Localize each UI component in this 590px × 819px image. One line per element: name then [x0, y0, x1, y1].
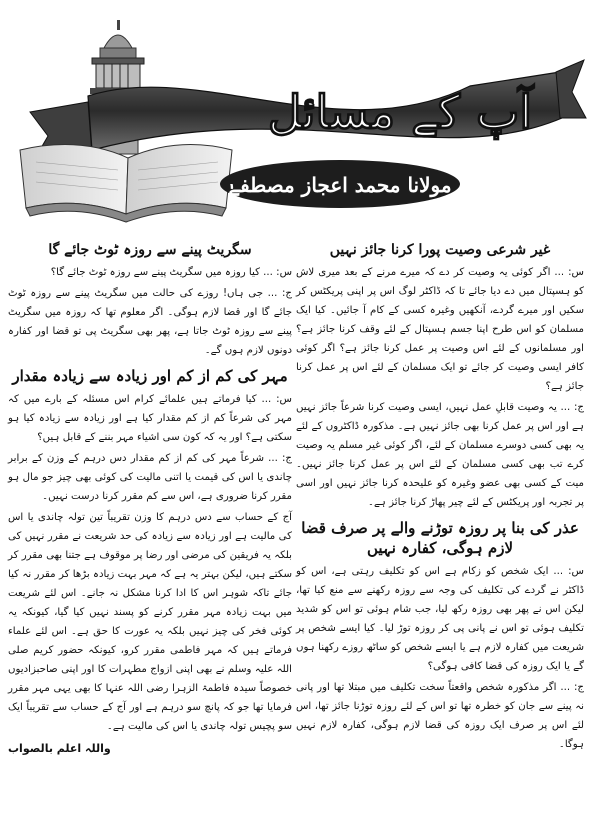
answer-paragraph: ج: ... جی ہاں! روزے کی حالت میں سگریٹ پینے سے روزہ ٹوٹ جائے گا اور قضا لازم ہوگی۔ اگر معلوم تھا کہ روزہ میں سگریٹ پینے سے روزہ ٹوٹ جاتا ہے، پھر بھی سگریٹ پی تو قضا اور کفارہ دونوں لازم ہوں گے۔ — [8, 288, 292, 356]
section-heading: غیر شرعی وصیت پورا کرنا جائز نہیں — [329, 242, 551, 258]
signoff: واللہ اعلم بالصواب — [8, 742, 111, 755]
answer-paragraph: ج: ... شرعاً مہر کی کم از کم مقدار دس درہم کے وزن کے برابر چاندی یا اس کی قیمت یا اتنی مالیت کی کوئی بھی چیز جو مال ہو مقرر کرنا ضروری ہے، اس سے کم مقرر کرنا درست نہیں۔ — [8, 453, 292, 502]
section-heading: عذر کی بنا پر روزہ توڑنے والے پر صرف قضا لازم ہوگی، کفارہ نہیں — [301, 519, 579, 557]
banner-author: مولانا محمد اعجاز مصطفےٰ — [228, 173, 452, 197]
answer-paragraph: ج: ... یہ وصیت قابلِ عمل نہیں، ایسی وصیت کرنا شرعاً جائز نہیں ہے اور اس پر عمل کرنا بھی جائز نہیں ہے۔ مذکورہ ڈاکٹروں کے لئے یہ بھی کسی دوسرے مسلمان کے لئے، اگر کوئی غیر مسلم یہ وصیت کرے تب بھی کسی مسلمان کے لئے اس پر عمل کرنا جائز نہیں۔ میت کے کسی بھی عضو وغیرہ کو علیحدہ کرنا جائز نہیں اور اسی پر تجربہ اور پریکٹس کے لئے چیر پھاڑ کرنا جائز ہے۔ — [296, 402, 584, 508]
section-heading: مہر کی کم از کم اور زیادہ سے زیادہ مقدار — [12, 367, 288, 385]
question-paragraph: س: ... ایک شخص کو زکام ہے اس کو تکلیف رہتی ہے، اس کو ڈاکٹر نے گردے کی تکلیف کی وجہ سے روزہ رکھنے سے منع کیا تھا، لیکن اس نے پھر بھی روزہ رکھ لیا، جب شام ہوئی تو اس کو شدید تکلیف ہوئی تو اس نے پانی پی کر روزہ توڑ لیا۔ کیا ایسے شخص پر شریعت میں کفارہ لازم ہے یا ایسے شخص کو ساٹھ روزے رکھنا ہوں گے یا ایک روزہ کی قضا کافی ہوگی؟ — [296, 566, 584, 672]
section-smoking — [8, 240, 292, 360]
header-banner — [0, 0, 590, 232]
banner-title: آپ کے مسائل — [267, 85, 533, 139]
answer-continuation: آج کے حساب سے دس درہم کا وزن تقریباً تین تولہ چاندی یا اس کی مالیت ہے اور زیادہ سے زیادہ کی حد شریعت نے مقرر نہیں کی بلکہ یہ فریقین کی مرضی اور رضا پر موقوف ہے جتنا بھی مقرر کر سکتے ہیں، لیکن بہتر یہ ہے کہ مہر بہت زیادہ بڑھا کر مقرر نہ کیا جائے تاکہ شوہر اس کا ادا کرنا مشکل نہ جانے۔ اس لئے شریعت میں بہت زیادہ مہر مقرر کرنے کو پسند نہیں کیا گیا، کیونکہ یہ کوئی فخر کی چیز نہیں بلکہ یہ عورت کا حق ہے۔ اس لئے علماء فرماتے ہیں کہ مہر فاطمی مقرر کرو، کیونکہ حضور کریم صلی اللہ علیہ وسلم نے بھی اپنی ازواج مطہرات کا اور اپنی صاحبزادیوں خصوصاً سیدہ فاطمۃ الزہرا رضی اللہ عنہا کا بھی یہی مہر مقرر فرمایا تھا جو کہ پانچ سو درہم ہے اور آج کے حساب سے تقریباً ایک سو پچیس تولہ چاندی یا اس کی مالیت ہے۔ — [8, 512, 292, 732]
question-paragraph: س: ... کیا روزہ میں سگریٹ پینے سے روزہ ٹوٹ جائے گا؟ — [50, 267, 292, 278]
answer-paragraph: ج: ... اگر مذکورہ شخص واقعتاً سخت تکلیف میں مبتلا تھا اور پانی نہ پینے سے جان کو خطرہ تھا تو اس کے لئے روزہ توڑنا جائز تھا، اس لئے اس پر صرف ایک روزہ کی قضا لازم ہوگی، کفارہ لازم نہیں ہوگا۔ — [296, 682, 584, 750]
section-mahr — [8, 366, 292, 736]
section-will — [296, 240, 584, 512]
question-paragraph: س: ... اگر کوئی یہ وصیت کر دے کہ میرے مرنے کے بعد میری لاش کو ہسپتال میں دے دیا جائے تا کہ ڈاکٹر لوگ اس پر اپنی پریکٹس کر سکیں اور میرے گردے، آنکھیں وغیرہ کسی کے کام آ جائیں۔ کیا ایک مسلمان کو اس طرح اپنا جسم ہسپتال کے لئے وقف کرنا جائز ہے؟ اور مسلمانوں کے لئے اس وصیت پر عمل کرنا جائز ہے؟ اگر کوئی کافر ایسی وصیت کر جائے تو ایک مسلمان کے لئے اس پر عمل کرنا جائز ہے؟ — [296, 267, 584, 392]
open-book-illustration — [20, 145, 232, 222]
section-fast-excuse — [296, 518, 584, 754]
question-paragraph: س: ... کیا فرماتے ہیں علمائے کرام اس مسئلہ کے بارے میں کہ مہر کی شرعاً کم از کم مقدار کیا ہے اور زیادہ سے زیادہ کیا ہو سکتی ہے؟ اور یہ کہ کون سی اشیاء مہر بننے کے قابل ہیں؟ — [8, 394, 292, 443]
section-heading: سگریٹ پینے سے روزہ ٹوٹ جائے گا — [48, 242, 252, 258]
right-column — [296, 236, 584, 756]
left-column — [8, 236, 292, 755]
